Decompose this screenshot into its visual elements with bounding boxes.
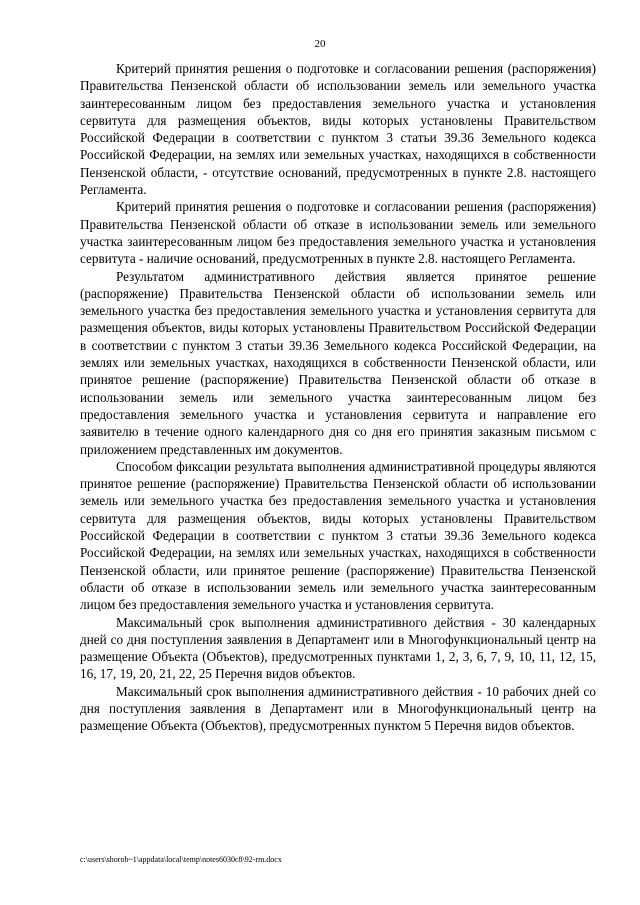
footer-file-path: c:\users\shorob~1\appdata\local\temp\notes6030c8\92-rm.docx <box>80 855 282 864</box>
paragraph-criterion-approval: Критерий принятия решения о подготовке и согласовании решения (распоряжения) Правительства Пензенской области об использовании земель или земельного участка заинтересованным лицом без предоставления земельного участка и установления сервитута для размещения объектов, виды которых установлены Правительством Российской Федерации в соответствии с пунктом 3 статьи 39.36 Земельного кодекса Российской Федерации, на землях или земельных участках, находящихся в собственности Пензенской области, - отсутствие оснований, предусмотренных в пункте 2.8. настоящего Регламента. <box>80 61 596 198</box>
paragraph-fixation-method: Способом фиксации результата выполнения административной процедуры являются принятое решение (распоряжение) Правительства Пензенской области об использовании земель или земельного участка без предоставления земельного участка и установления сервитута для размещения объектов, виды которых установлены Правительством Российской Федерации в соответствии с пунктом 3 статьи 39.36 Земельного кодекса Российской Федерации, на землях или земельных участках, находящихся в собственности Пензенской области, или принятое решение (распоряжение) Правительства Пензенской области об отказе в использовании земель или земельного участка заинтересованным лицом без предоставления земельного участка и установления сервитута. <box>80 458 596 613</box>
paragraph-criterion-refusal: Критерий принятия решения о подготовке и согласовании решения (распоряжения) Правительства Пензенской области об отказе в использовании земель или земельного участка заинтересованным лицом без предоставления земельного участка и установления сервитута - наличие оснований, предусмотренных в пункте 2.8. настоящего Регламента. <box>80 199 596 267</box>
paragraph-result: Результатом административного действия является принятое решение (распоряжение) Правительства Пензенской области об использовании земель или земельного участка без предоставления земельного участка и установления сервитута для размещения объектов, виды которых установлены Правительством Российской Федерации в соответствии с пунктом 3 статьи 39.36 Земельного кодекса Российской Федерации, на землях или земельных участках, находящихся в собственности Пензенской области, или принятое решение (распоряжение) Правительства Пензенской области об отказе в использовании земель или земельного участка заинтересованным лицом без предоставления земельного участка и установления сервитута и направление его заявителю в течение одного календарного дня со дня его принятия заказным письмом с приложением представленных им документов. <box>80 268 596 457</box>
page-number: 20 <box>314 38 326 50</box>
paragraph-max-term-10-days: Максимальный срок выполнения административного действия - 10 рабочих дней со дня поступления заявления в Департамент или в Многофункциональный центр на размещение Объекта (Объектов), предусмотренных пунктом 5 Перечня видов объектов. <box>80 683 596 734</box>
document-body <box>80 60 596 735</box>
paragraph-max-term-30-days: Максимальный срок выполнения административного действия - 30 календарных дней со дня поступления заявления в Департамент или в Многофункциональный центр на размещение Объекта (Объектов), предусмотренных пунктами 1, 2, 3, 6, 7, 9, 10, 11, 12, 15, 16, 17, 19, 20, 21, 22, 25 Перечня видов объектов. <box>80 614 596 682</box>
